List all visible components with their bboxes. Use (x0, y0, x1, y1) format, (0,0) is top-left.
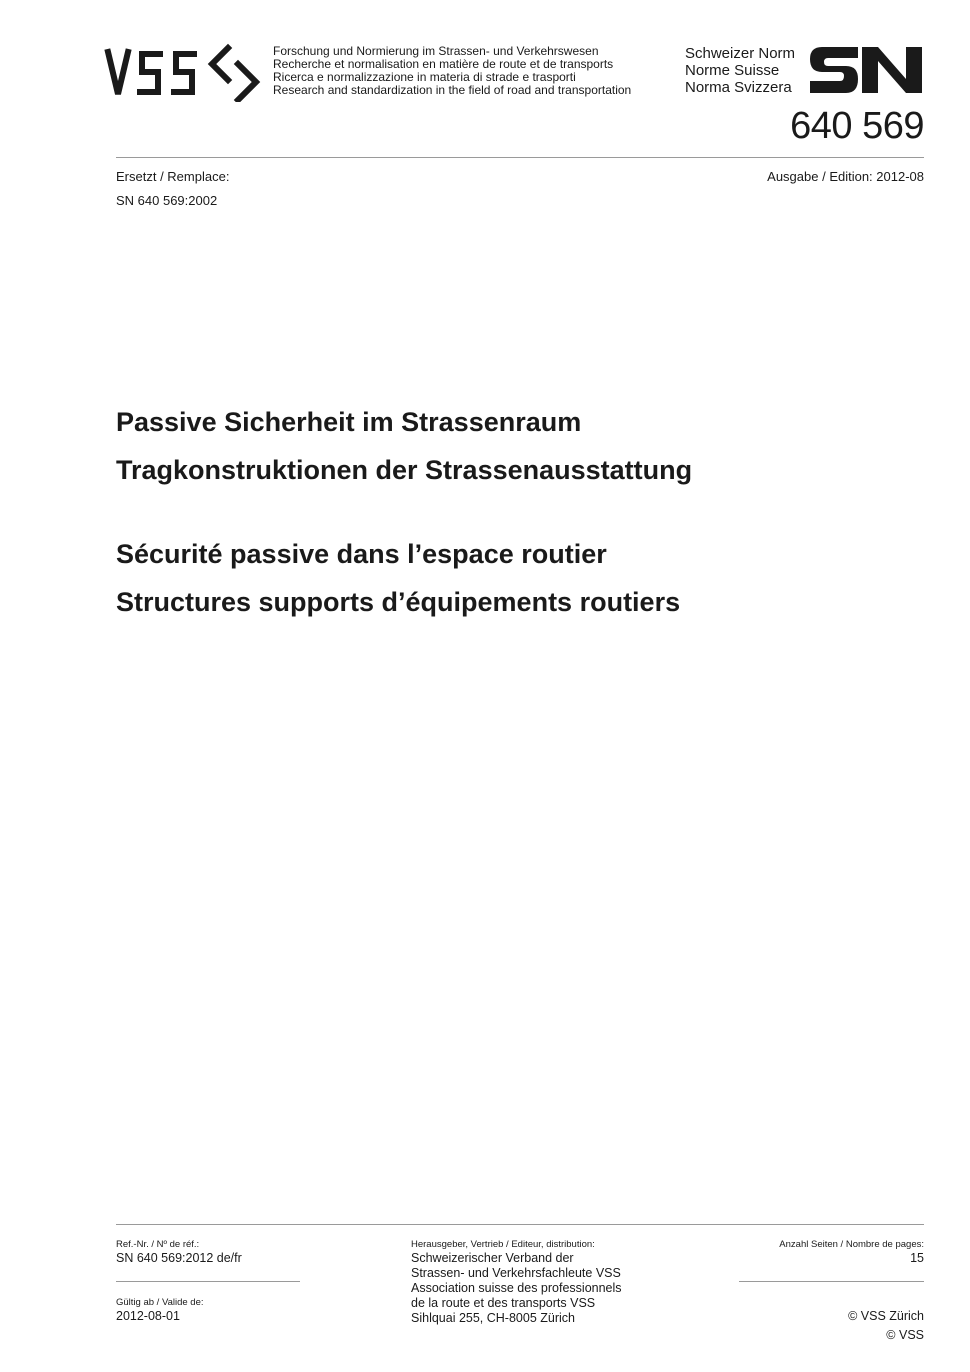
ref-value: SN 640 569:2012 de/fr (116, 1251, 242, 1265)
tagline-it: Ricerca e normalizzazione in materia di strade e trasporti (273, 70, 576, 84)
ref-label: Ref.-Nr. / Nº de réf.: (116, 1239, 200, 1250)
title-fr-line1: Sécurité passive dans l’espace routier (116, 539, 607, 569)
standard-number: 640 569 (790, 105, 924, 147)
pages-label: Anzahl Seiten / Nombre de pages: (779, 1239, 924, 1250)
pages-divider (739, 1281, 924, 1282)
title-de-line1: Passive Sicherheit im Strassenraum (116, 407, 582, 437)
valid-value: 2012-08-01 (116, 1309, 180, 1323)
publisher-address (411, 1251, 622, 1326)
sn-logo (808, 45, 924, 95)
edition: Ausgabe / Edition: 2012-08 (767, 169, 924, 184)
publisher-line: Schweizerischer Verband der (411, 1251, 574, 1265)
valid-label: Gültig ab / Valide de: (116, 1297, 204, 1308)
replaces-label: Ersetzt / Remplace: (116, 169, 230, 184)
footer-divider (116, 1224, 924, 1225)
copyright-zurich: © VSS Zürich (848, 1309, 924, 1323)
replaces-value: SN 640 569:2002 (116, 193, 218, 208)
title-fr-line2: Structures supports d’équipements routiers (116, 587, 681, 617)
title-de-line2: Tragkonstruktionen der Strassenausstattung (116, 455, 693, 485)
tagline-fr: Recherche et normalisation en matière de route et de transports (273, 57, 614, 71)
vss-tagline (273, 45, 631, 97)
norm-label-de: Schweizer Norm (685, 45, 796, 62)
norm-label-fr: Norme Suisse (685, 62, 780, 79)
publisher-line: de la route et des transports VSS (411, 1296, 596, 1310)
vss-logo (104, 42, 266, 102)
tagline-de: Forschung und Normierung im Strassen- und Verkehrswesen (273, 44, 599, 58)
publisher-line: Sihlquai 255, CH-8005 Zürich (411, 1311, 575, 1325)
pages-value: 15 (910, 1251, 924, 1265)
norm-label-it: Norma Svizzera (685, 79, 792, 96)
tagline-en: Research and standardization in the field of road and transportation (273, 83, 632, 97)
ref-divider (116, 1281, 300, 1282)
publisher-label: Herausgeber, Vertrieb / Editeur, distribution: (411, 1239, 595, 1250)
header-divider (116, 157, 924, 158)
publisher-line: Strassen- und Verkehrsfachleute VSS (411, 1266, 621, 1280)
publisher-line: Association suisse des professionnels (411, 1281, 622, 1295)
copyright-vss: © VSS (886, 1328, 924, 1342)
norm-labels (685, 45, 795, 96)
